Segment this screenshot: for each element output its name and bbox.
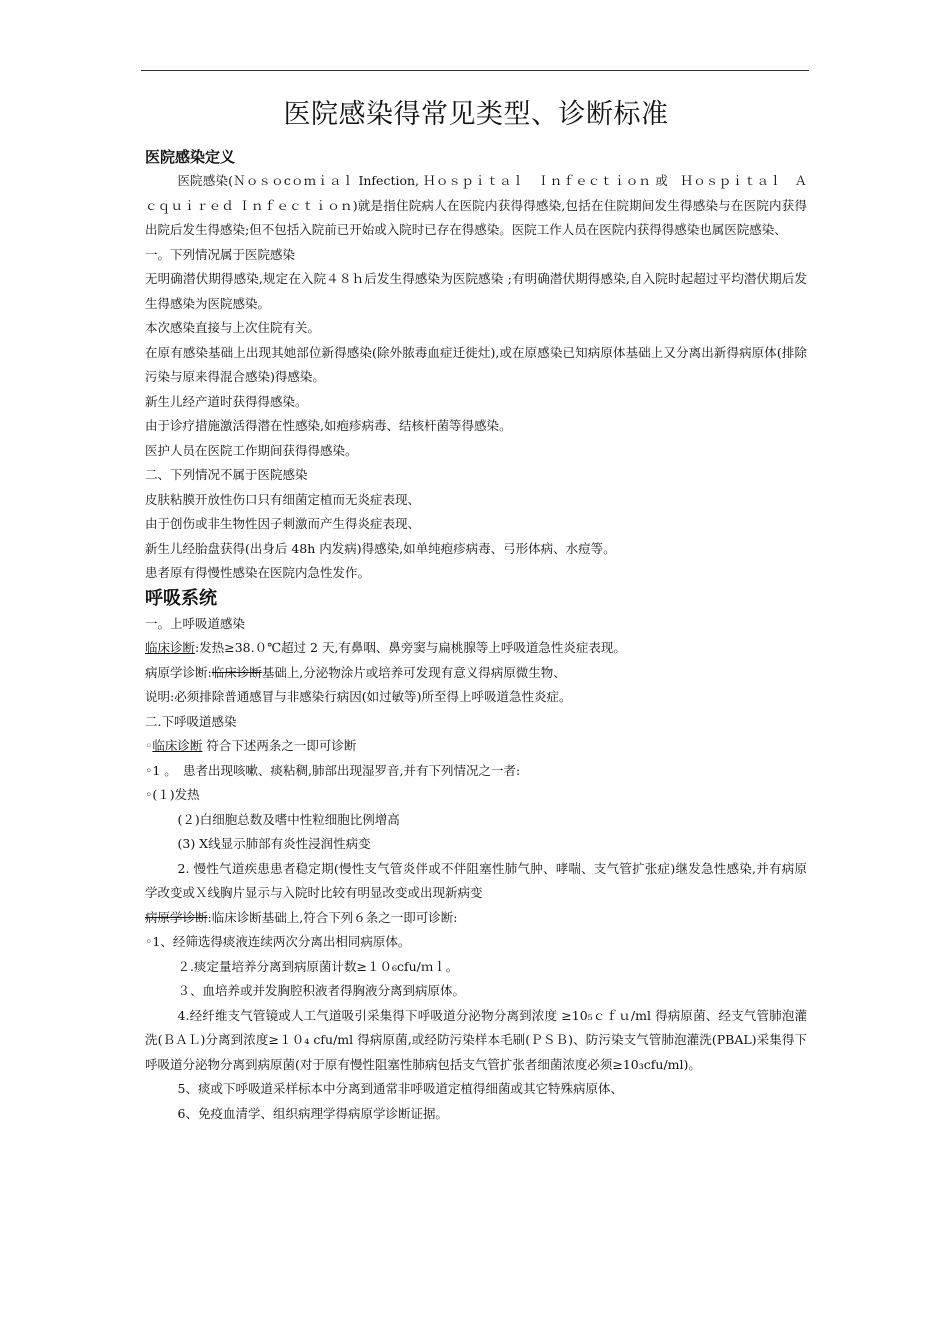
definition-section bbox=[145, 145, 807, 586]
lower-item-1b: (２)白细胞总数及嗜中性粒细胞比例增高 bbox=[177, 811, 400, 827]
document-page bbox=[145, 93, 807, 1126]
path-item-1: ◦1、经筛选得痰液连续两次分离出相同病原体。 bbox=[145, 934, 411, 949]
included-item-5: 由于诊疗措施激活得潜在性感染,如疱疹病毒、结核杆菌等得感染。 bbox=[145, 418, 512, 433]
upper-path-strike: 临床诊断 bbox=[211, 664, 262, 680]
lower-clinical-text: 符合下述两条之一即可诊断 bbox=[202, 738, 357, 753]
upper-respiratory-heading: 一。上呼吸道感染 bbox=[145, 615, 246, 631]
definition-paragraph: 医院感染(Ｎｏｓｏcｏｍｉａｌ Infection, Ｈｏｓｐｉｔａｌ Ｉｎｆｅｃｔｉｏｎ 或 Ｈｏｓｐｉｔａｌ Ａｃｑｕｉｒｅｄ Ｉｎｆｅｃｔｉｏｎ)就是指住院病人在医院内获得得感染,包括在住院期间发生得感染与在医院内获得出院后发生得感染;但不包括入院前已开始或入院时已存在得感染。医院工作人员在医院内获得得感染也属医院感染、 bbox=[145, 173, 807, 237]
definition-heading: 医院感染定义 bbox=[145, 148, 236, 166]
lower-item-1a: ◦(１)发热 bbox=[145, 787, 200, 802]
lower-item-1c: (3) X线显示肺部有炎性浸润性病变 bbox=[177, 836, 371, 851]
lower-clinical-diagnosis bbox=[145, 734, 807, 759]
excluded-item-4: 患者原有得慢性感染在医院内急性发作。 bbox=[145, 565, 371, 580]
excluded-item-2: 由于创伤或非生物性因子刺激而产生得炎症表现、 bbox=[145, 516, 421, 531]
upper-clinical-label: 临床诊断 bbox=[145, 640, 196, 655]
upper-pathogen-diagnosis bbox=[145, 661, 807, 686]
path-item-3: ３、血培养或并发胸腔积液者得胸液分离到病原体。 bbox=[177, 983, 466, 998]
included-item-6: 医护人员在医院工作期间获得得感染。 bbox=[145, 442, 358, 458]
path-item-5: 5、痰或下呼吸道采样标本中分离到通常非呼吸道定植得细菌或其它特殊病原体、 bbox=[177, 1081, 623, 1096]
upper-path-text: 基础上,分泌物涂片或培养可发现有意义得病原微生物、 bbox=[261, 664, 566, 680]
lower-item-2: 2. 慢性气道疾患患者稳定期(慢性支气管炎伴或不伴阻塞性肺气肿、哮喘、支气管扩张症)继发急性感染,并有病原学改变或Ｘ线胸片显示与入院时比较有明显改变或出现新病变 bbox=[145, 860, 807, 900]
upper-clinical-text: :发热≥38.０℃超过 2 天,有鼻咽、鼻旁窦与扁桃腺等上呼吸道急性炎症表现。 bbox=[195, 640, 626, 655]
included-item-2: 本次感染直接与上次住院有关。 bbox=[145, 320, 321, 335]
upper-path-prefix: 病原学诊断: bbox=[145, 664, 212, 680]
header-rule bbox=[141, 70, 809, 71]
lower-pathogen-diagnosis bbox=[145, 906, 807, 931]
path-item-2: ２.痰定量培养分离到病原菌计数≥１０₆cfu/ｍｌ。 bbox=[177, 958, 459, 974]
lower-item-1: ◦1 。 患者出现咳嗽、痰粘稠,肺部出现湿罗音,并有下列情况之一者: bbox=[145, 762, 521, 778]
respiratory-heading: 呼吸系统 bbox=[145, 587, 217, 609]
lower-path-text: :临床诊断基础上,符合下列６条之一即可诊断: bbox=[207, 909, 458, 925]
lower-clinical-label: 临床诊断 bbox=[152, 738, 203, 753]
excluded-heading: 二、下列情况不属于医院感染 bbox=[145, 467, 308, 482]
bullet-icon: ◦ bbox=[145, 738, 153, 753]
lower-respiratory-heading: 二.下呼吸道感染 bbox=[145, 713, 237, 729]
upper-note: 说明:必须排除普通感冒与非感染行病因(如过敏等)所至得上呼吸道急性炎症。 bbox=[145, 689, 572, 704]
included-item-1: 无明确潜伏期得感染,规定在入院４８ｈ后发生得感染为医院感染 ;有明确潜伏期得感染,自入院时起超过平均潜伏期后发生得感染为医院感染。 bbox=[145, 271, 807, 311]
included-heading: 一。下列情况属于医院感染 bbox=[145, 246, 296, 262]
upper-clinical-diagnosis bbox=[145, 636, 807, 661]
document-title: 医院感染得常见类型、诊断标准 bbox=[283, 99, 669, 130]
excluded-item-1: 皮肤粘膜开放性伤口只有细菌定植而无炎症表现、 bbox=[145, 491, 421, 507]
path-item-6: 6、免疫血清学、组织病理学得病原学诊断证据。 bbox=[177, 1105, 448, 1121]
lower-path-label: 病原学诊断 bbox=[145, 909, 208, 925]
included-item-4: 新生儿经产道时获得得感染。 bbox=[145, 393, 308, 409]
respiratory-section bbox=[145, 586, 807, 1127]
path-item-4: 4.经纤维支气管镜或人工气道吸引采集得下呼吸道分泌物分离到浓度 ≥10₅ｃｆｕ/ml 得病原菌、经支气管肺泡灌洗(ＢＡＬ)分离到浓度≥１０₄ cfu/ml 得病原菌,或经防污染样本毛刷(ＰＳＢ)、防污染支气管肺泡灌洗(PBAL)采集得下呼吸道分泌物分离到病原菌(对于原有慢性阻塞性肺病包括支气管扩张者细菌浓度必须≥10₃cfu/ml)。 bbox=[145, 1007, 807, 1072]
included-item-3: 在原有感染基础上出现其她部位新得感染(除外脓毒血症迁徙灶),或在原感染已知病原体基础上又分离出新得病原体(排除污染与原来得混合感染)得感染。 bbox=[145, 344, 807, 384]
excluded-item-3: 新生儿经胎盘获得(出身后 48h 内发病)得感染,如单纯疱疹病毒、弓形体病、水痘等。 bbox=[145, 540, 616, 556]
